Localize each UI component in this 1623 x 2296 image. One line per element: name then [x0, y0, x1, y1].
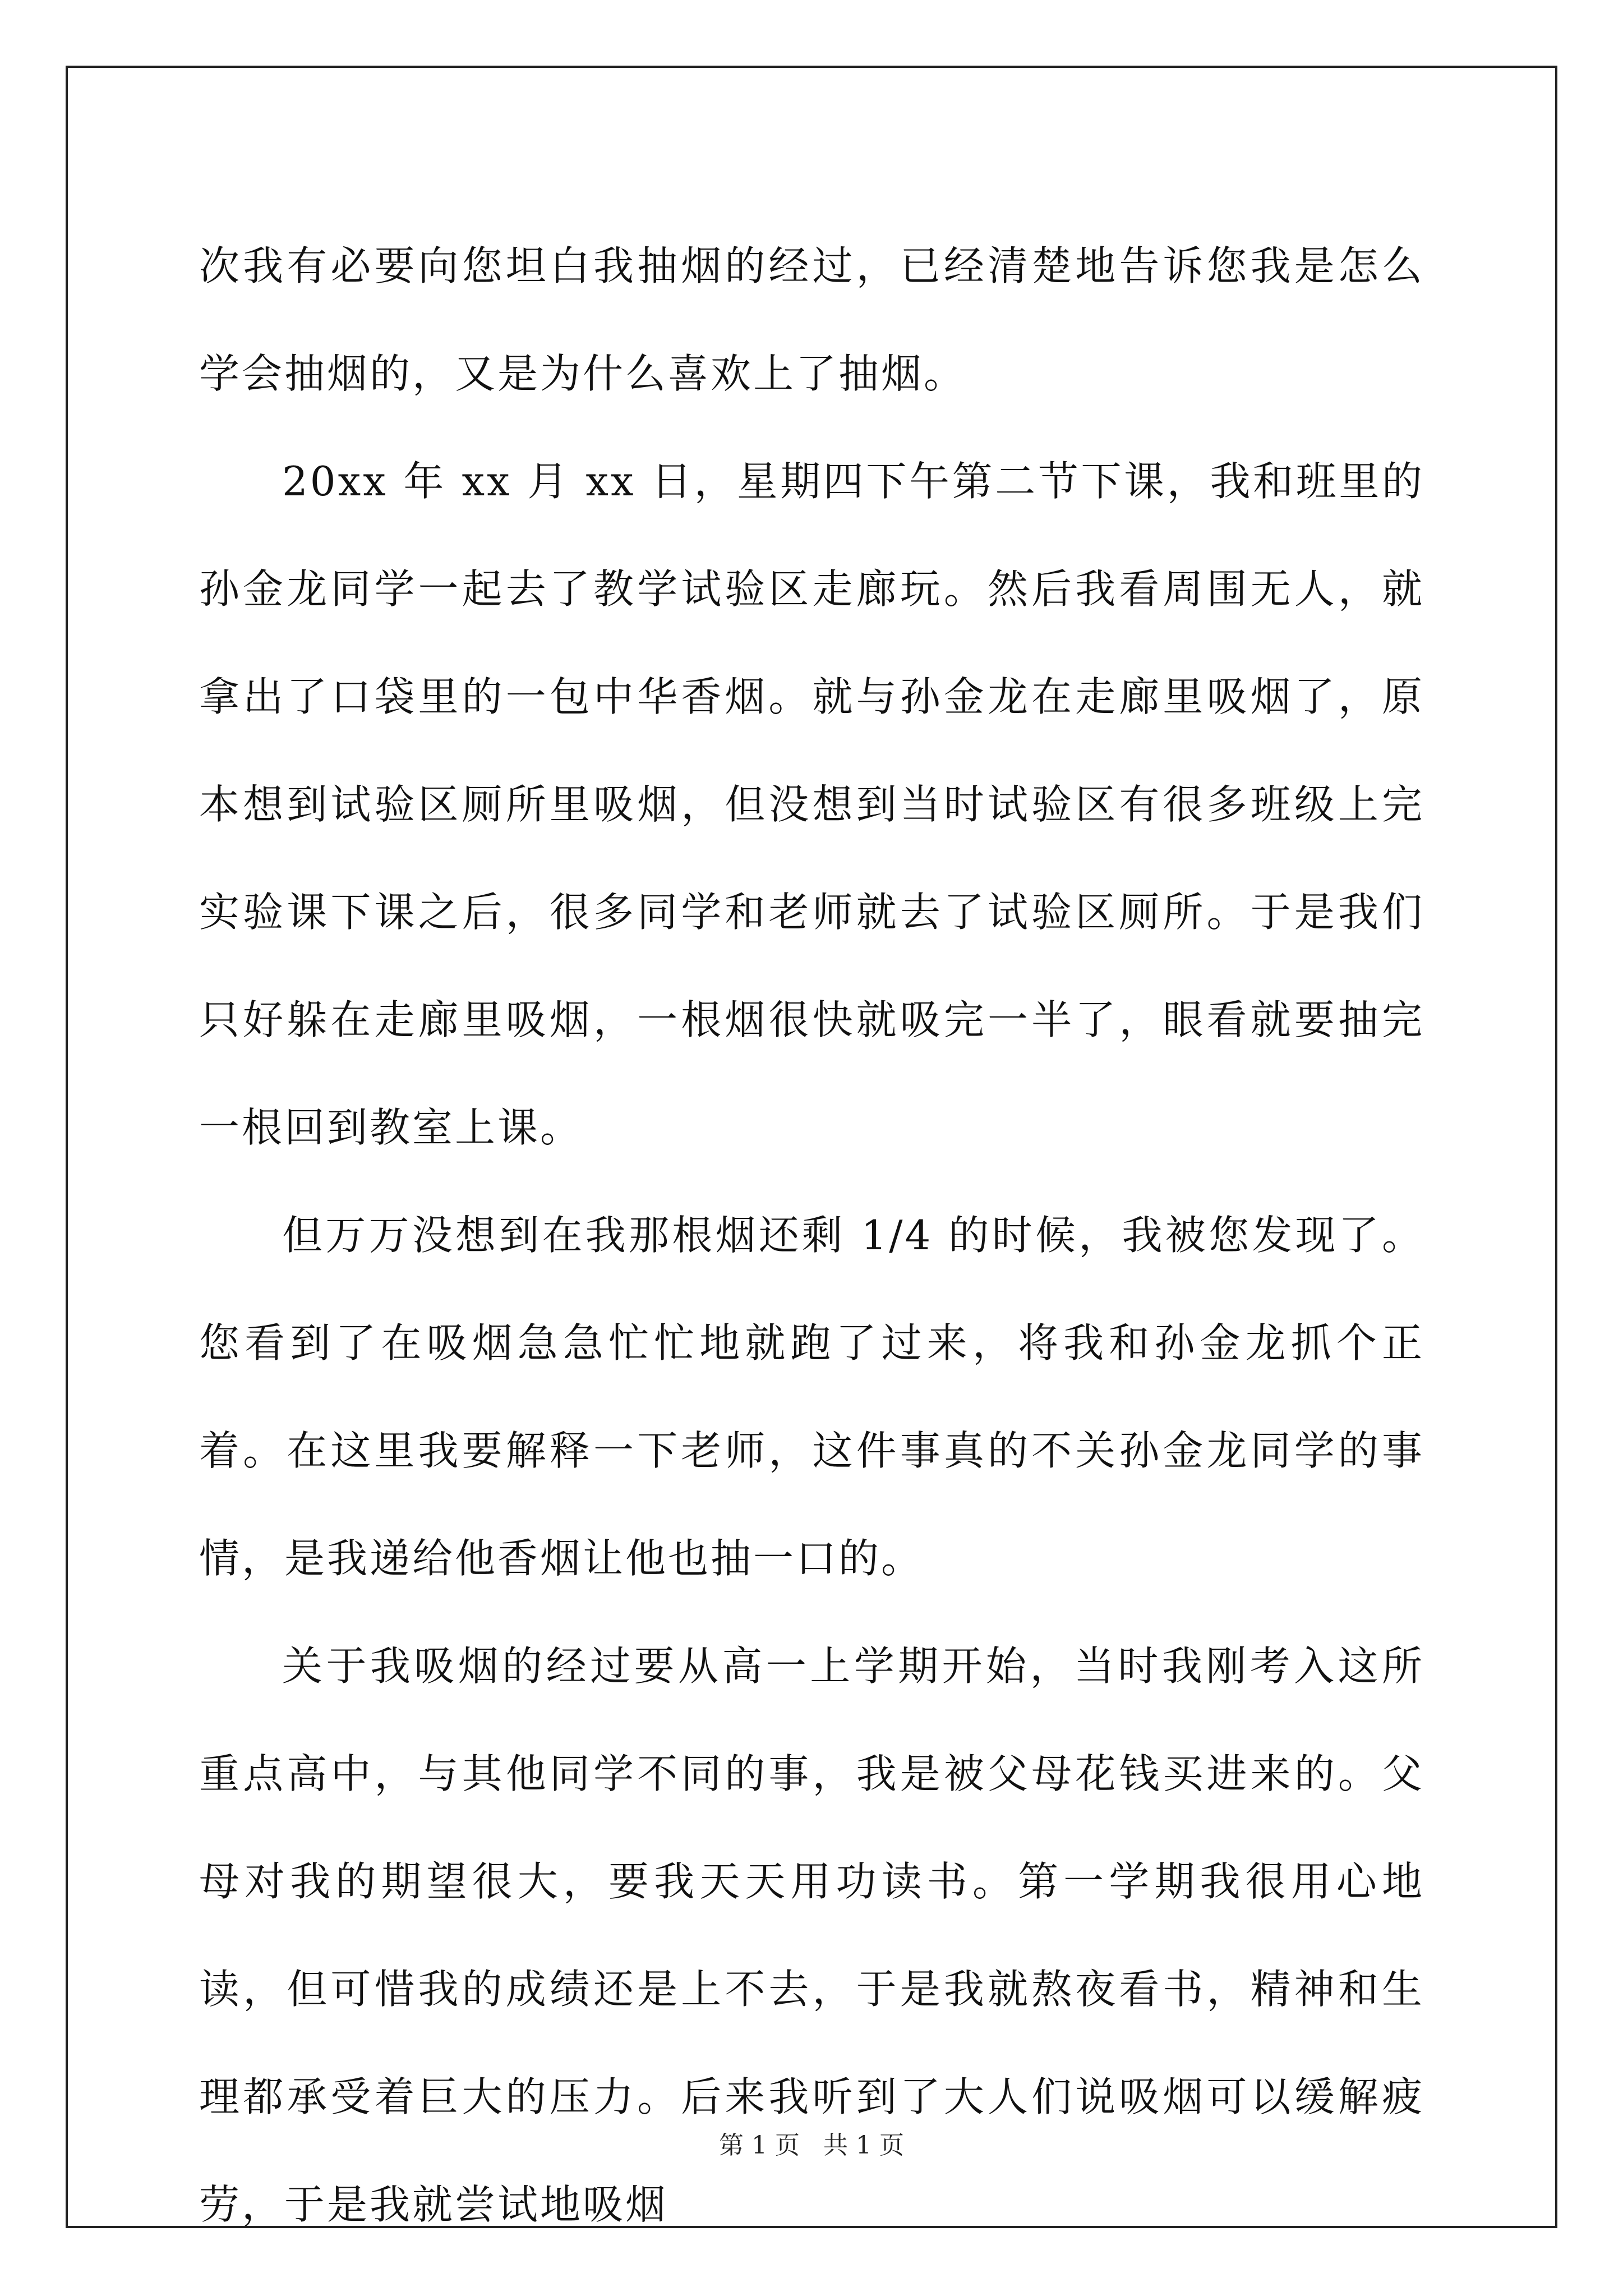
paragraph-incident: 20xx 年 xx 月 xx 日，星期四下午第二节下课，我和班里的孙金龙同学一起去了教学试验区走廊玩。然后我看周围无人，就拿出了口袋里的一包中华香烟。就与孙金龙在走廊里吸烟了，原本想到试验区厕所里吸烟，但没想到当时试验区有很多班级上完实验课下课之后，很多同学和老师就去了试验区厕所。于是我们只好躲在走廊里吸烟，一根烟很快就吸完一半了，眼看就要抽完一根回到教室上课。: [199, 458, 1424, 1151]
paragraph-continuation: 次我有必要向您坦白我抽烟的经过，已经清楚地告诉您我是怎么学会抽烟的，又是为什么喜欢上了抽烟。: [199, 242, 1424, 397]
page-number-current: 第 1 页: [719, 2131, 800, 2160]
page-number-total: 共 1 页: [823, 2131, 904, 2160]
page-footer: [0, 2129, 1623, 2162]
document-body: [199, 212, 1424, 2258]
paragraph-discovery: 但万万没想到在我那根烟还剩 1/4 的时候，我被您发现了。您看到了在吸烟急急忙忙地就跑了过来，将我和孙金龙抓个正着。在这里我要解释一下老师，这件事真的不关孙金龙同学的事情，是我递给他香烟让他也抽一口的。: [199, 1212, 1424, 1582]
paragraph-background: 关于我吸烟的经过要从高一上学期开始，当时我刚考入这所重点高中，与其他同学不同的事，我是被父母花钱买进来的。父母对我的期望很大，要我天天用功读书。第一学期我很用心地读，但可惜我的成绩还是上不去，于是我就熬夜看书，精神和生理都承受着巨大的压力。后来我听到了大人们说吸烟可以缓解疲劳，于是我就尝试地吸烟: [199, 1642, 1424, 2228]
